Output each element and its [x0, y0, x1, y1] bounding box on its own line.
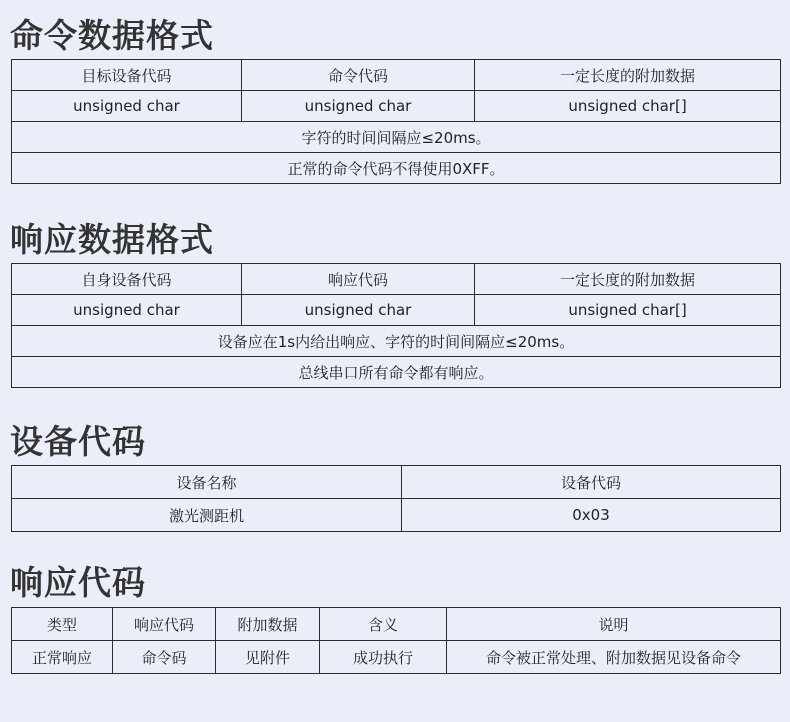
command-format-table	[11, 59, 781, 184]
table-cell: unsigned char[]	[475, 91, 781, 122]
table-cell: 见附件	[216, 641, 320, 674]
table-row	[12, 641, 781, 674]
table-cell: 命令码	[113, 641, 216, 674]
table-header-row	[12, 60, 781, 91]
table-header-cell: 附加数据	[216, 608, 320, 641]
table-header-cell: 响应代码	[242, 264, 475, 295]
table-row	[12, 499, 781, 532]
table-header-cell: 自身设备代码	[12, 264, 242, 295]
table-note: 设备应在1s内给出响应、字符的时间间隔应≤20ms。	[12, 326, 781, 357]
response-format-table	[11, 263, 781, 388]
table-cell: unsigned char[]	[475, 295, 781, 326]
table-header-cell: 类型	[12, 608, 113, 641]
table-header-cell: 一定长度的附加数据	[475, 60, 781, 91]
table-note: 正常的命令代码不得使用0XFF。	[12, 153, 781, 184]
table-header-cell: 含义	[320, 608, 447, 641]
table-header-cell: 说明	[447, 608, 781, 641]
table-header-cell: 设备名称	[12, 466, 402, 499]
table-cell: 命令被正常处理、附加数据见设备命令	[447, 641, 781, 674]
table-row	[12, 295, 781, 326]
response-format-title: 响应数据格式	[10, 220, 214, 259]
table-header-cell: 响应代码	[113, 608, 216, 641]
table-cell: 成功执行	[320, 641, 447, 674]
table-cell: unsigned char	[242, 295, 475, 326]
table-header-cell: 命令代码	[242, 60, 475, 91]
table-header-row	[12, 264, 781, 295]
table-header-row	[12, 466, 781, 499]
command-format-title: 命令数据格式	[10, 16, 214, 55]
table-header-row	[12, 608, 781, 641]
table-note: 字符的时间间隔应≤20ms。	[12, 122, 781, 153]
table-row	[12, 91, 781, 122]
table-cell: 0x03	[402, 499, 781, 532]
table-header-cell: 一定长度的附加数据	[475, 264, 781, 295]
table-note: 总线串口所有命令都有响应。	[12, 357, 781, 388]
table-cell: unsigned char	[242, 91, 475, 122]
table-note-row	[12, 153, 781, 184]
table-cell: unsigned char	[12, 295, 242, 326]
device-code-table	[11, 465, 781, 532]
table-note-row	[12, 326, 781, 357]
device-code-title: 设备代码	[10, 422, 146, 461]
table-cell: unsigned char	[12, 91, 242, 122]
table-cell: 正常响应	[12, 641, 113, 674]
response-code-table	[11, 607, 781, 674]
table-header-cell: 目标设备代码	[12, 60, 242, 91]
table-note-row	[12, 122, 781, 153]
table-note-row	[12, 357, 781, 388]
response-code-title: 响应代码	[10, 563, 146, 602]
table-cell: 激光测距机	[12, 499, 402, 532]
table-header-cell: 设备代码	[402, 466, 781, 499]
